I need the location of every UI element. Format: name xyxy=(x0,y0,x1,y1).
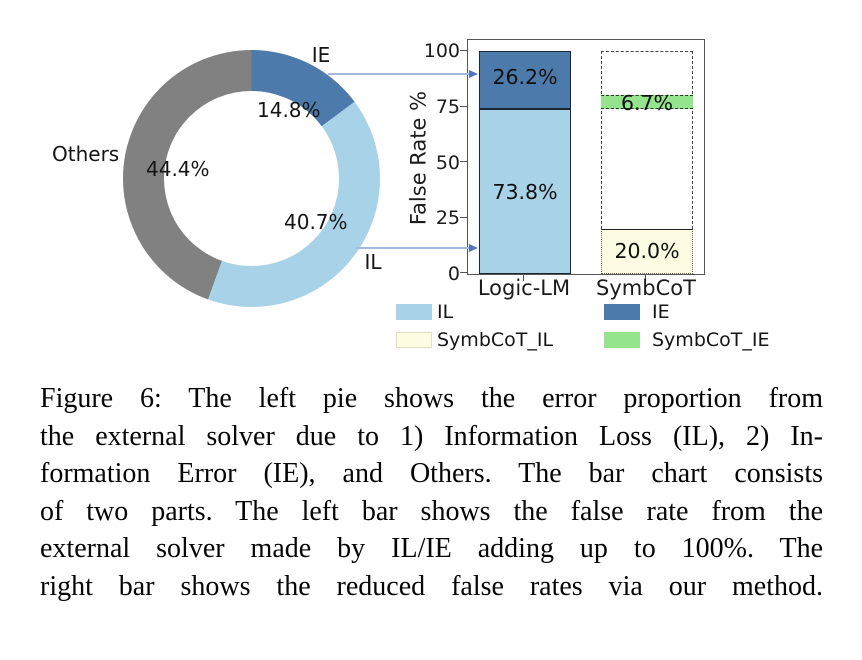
y-tick-mark xyxy=(460,106,467,107)
legend-swatch-symbcot-ie xyxy=(604,332,640,348)
caption-line: Figure 6: The left pie shows the error proportion from xyxy=(40,383,823,414)
arrow-right-icon xyxy=(469,244,478,252)
legend-label-symbcot-ie: SymbCoT_IE xyxy=(652,329,770,351)
pie-value-il: 40.7% xyxy=(284,210,348,234)
pie-value-ie: 14.8% xyxy=(257,98,321,122)
legend-swatch-symbcot-il xyxy=(396,332,432,348)
bar-value-label: 26.2% xyxy=(492,65,558,89)
legend-label-il: IL xyxy=(437,301,454,323)
y-axis-label: False Rate % xyxy=(406,90,431,226)
x-tick-label-symbcot: SymbCoT xyxy=(596,276,696,300)
legend-label-symbcot-il: SymbCoT_IL xyxy=(437,329,554,351)
legend-swatch-il xyxy=(396,304,432,320)
pie-label-ie: IE xyxy=(311,43,331,67)
pie-label-il: IL xyxy=(364,250,382,274)
caption-line: of two parts. The left bar shows the false rate from the xyxy=(40,495,823,527)
legend-label-ie: IE xyxy=(652,301,670,323)
y-tick-mark xyxy=(460,217,467,218)
caption-line: right bar shows the reduced false rates via our method. xyxy=(40,570,823,602)
y-tick-mark xyxy=(460,50,467,51)
annotation-line-il xyxy=(356,247,470,249)
figure-caption xyxy=(40,380,823,605)
pie-value-others: 44.4% xyxy=(146,157,210,181)
y-tick-label: 25 xyxy=(435,207,460,229)
bar-value-label: 20.0% xyxy=(614,239,680,263)
caption-line: the external solver due to 1) Information Loss (IL), 2) In- xyxy=(40,420,823,452)
bar-value-label: 6.7% xyxy=(620,91,674,115)
pie-label-others: Others xyxy=(52,142,120,166)
legend-swatch-ie xyxy=(604,304,640,320)
bar-value-label: 73.8% xyxy=(492,180,558,204)
annotation-line-ie xyxy=(328,73,470,75)
y-tick-label: 100 xyxy=(423,40,460,62)
x-tick-label-logiclm: Logic-LM xyxy=(477,276,571,300)
y-tick-mark xyxy=(460,161,467,162)
caption-line: formation Error (IE), and Others. The bar chart consists xyxy=(40,458,823,489)
arrow-right-icon xyxy=(469,70,478,78)
bar-chart-plot xyxy=(467,39,705,275)
y-tick-label: 50 xyxy=(435,152,460,174)
y-tick-label: 75 xyxy=(435,96,460,118)
y-tick-label: 0 xyxy=(447,263,460,285)
y-tick-mark xyxy=(460,272,467,273)
caption-line: external solver made by IL/IE adding up to 100%. The xyxy=(40,533,823,564)
